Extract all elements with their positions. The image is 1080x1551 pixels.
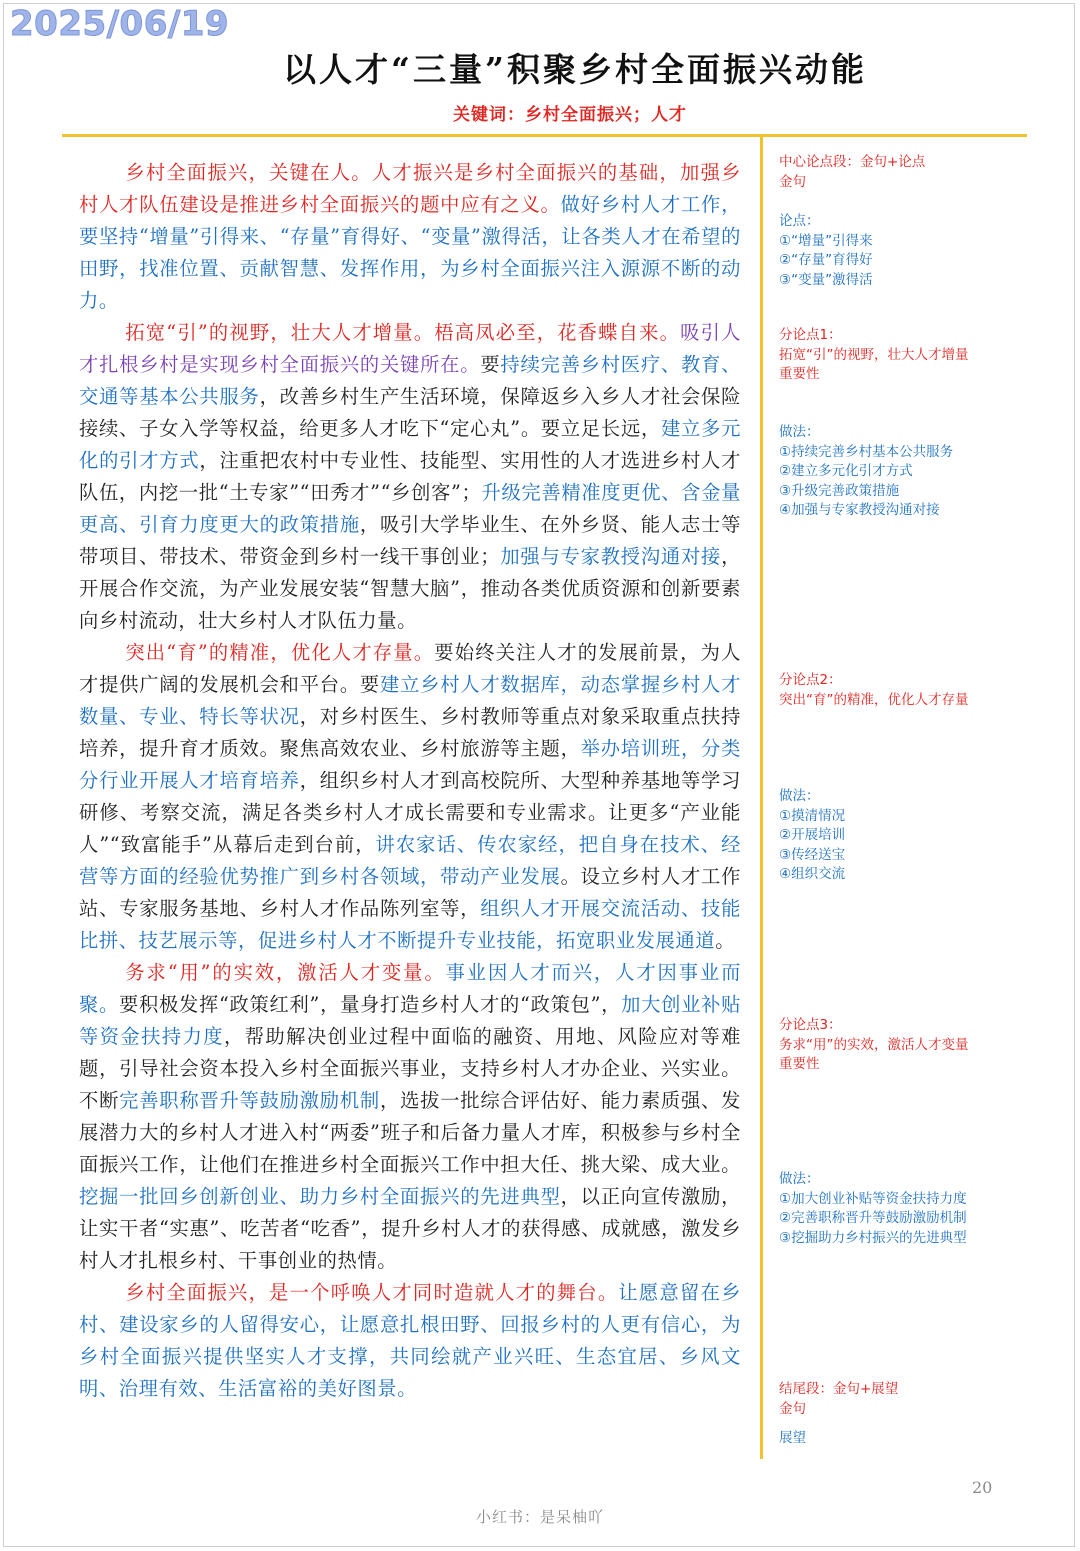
- text-run: 建立多元化的引才方式: [79, 417, 741, 472]
- note-methods2-head: 做法：: [779, 788, 820, 804]
- text-run: ，以正向宣传激励，让实干者“实惠”、吃苦者“吃香”，提升乡村人才的获得感、成就感，激发乡村人才扎根乡村、干事创业的热情。: [79, 1185, 741, 1272]
- note-methods-1: [779, 423, 1069, 521]
- text-run: 要始终关注人才的发展前景，为人才提供广阔的发展机会和平台。要: [79, 641, 741, 696]
- paragraph-utilize: [79, 957, 741, 1277]
- note-argument-item: ②“存量”育得好: [779, 252, 873, 268]
- note-ending-outlook: 展望: [779, 1430, 806, 1446]
- page-number: 20: [972, 1478, 993, 1497]
- text-run: 加强与专家教授沟通对接: [500, 545, 722, 568]
- note-ending-head: 结尾段：金句+展望: [779, 1381, 899, 1397]
- note-arguments: [779, 212, 1069, 290]
- note-ending-sub: 金句: [779, 1400, 806, 1417]
- text-run: 组织人才开展交流活动、技能比拼、技艺展示等，促进乡村人才不断提升专业技能，拓宽职业发展通道: [79, 897, 741, 952]
- note-center-argument: [779, 153, 1069, 192]
- text-run: ，注重把农村中专业性、技能型、实用性的人才选进乡村人才队伍，内挖一批“土专家”“田秀才”“乡创客”；: [79, 449, 741, 504]
- paragraph-attract: [79, 317, 741, 637]
- note-methods3-head: 做法：: [779, 1171, 820, 1187]
- text-run: 事业因人才而兴，人才因事业而聚。: [79, 961, 741, 1016]
- note-sub3-head: 分论点3：: [779, 1017, 842, 1033]
- note-sub-argument-1: [779, 326, 1069, 385]
- text-run: 加大创业补贴等资金扶持力度: [79, 993, 741, 1048]
- text-run: ，选拔一批综合评估好、能力素质强、发展潜力大的乡村人才进入村“两委”班子和后备力量人才库，积极参与乡村全面振兴工作，让他们在推进乡村全面振兴工作中担大任、挑大梁、成大业。: [79, 1089, 741, 1176]
- note-method-item: ②完善职称晋升等鼓励激励机制: [779, 1210, 967, 1226]
- note-center-sub: 金句: [779, 173, 806, 190]
- text-run: ，吸引大学毕业生、在外乡贤、能人志士等带项目、带技术、带资金到乡村一线干事创业；: [79, 513, 741, 568]
- note-sub1-line: 重要性: [779, 366, 820, 382]
- note-ending: [779, 1380, 1069, 1449]
- text-run: 讲农家话、传农家经，把自身在技术、经营等方面的经验优势推广到乡村各领域，带动产业发展: [79, 833, 741, 888]
- paragraph-intro: [79, 157, 741, 317]
- text-run: 让愿意留在乡村、建设家乡的人留得安心，让愿意扎根田野、回报乡村的人更有信心，为乡村全面振兴提供坚实人才支撑，共同绘就产业兴旺、生态宜居、乡风文明、治理有效、生活富裕的美好图景。: [79, 1281, 741, 1400]
- note-center-head: 中心论点段：金句+论点: [779, 154, 926, 170]
- note-method-item: ④组织交流: [779, 866, 846, 882]
- text-run: 务求“用”的实效，激活人才变量。: [125, 961, 446, 984]
- text-run: 建立乡村人才数据库，动态掌握乡村人才数量、专业、特长等状况: [79, 673, 741, 728]
- text-run: ，改善乡村生产生活环境，保障返乡入乡人才社会保险接续、子女入学等权益，给更多人才吃下“定心丸”。要立足长远，: [79, 385, 741, 440]
- text-run: 乡村全面振兴，关键在人。人才振兴是乡村全面振兴的基础，加强乡村人才队伍建设是推进乡村全面振兴的题中应有之义。: [79, 161, 741, 216]
- note-arguments-head: 论点：: [779, 213, 820, 229]
- text-run: 。设立乡村人才工作站、专家服务基地、乡村人才作品陈列室等，: [79, 865, 741, 920]
- note-sub-argument-2: [779, 671, 1069, 710]
- note-method-item: ①加大创业补贴等资金扶持力度: [779, 1190, 967, 1207]
- footer-credit: 小红书：是呆柚吖: [475, 1508, 604, 1526]
- note-method-item: ③传经送宝: [779, 846, 846, 863]
- text-run: 突出“育”的精准，优化人才存量。: [125, 641, 435, 664]
- text-run: ，对乡村医生、乡村教师等重点对象采取重点扶持培养，提升育才质效。聚焦高效农业、乡村旅游等主题，: [79, 705, 741, 760]
- text-run: 完善职称晋升等鼓励激励机制: [119, 1089, 380, 1112]
- text-run: 升级完善精准度更优、含金量更高、引育力度更大的政策措施: [79, 481, 741, 536]
- note-sub1-line: 拓宽“引”的视野，壮大人才增量: [779, 346, 969, 363]
- note-methods1-head: 做法：: [779, 424, 820, 440]
- article-title: 以人才“三量”积聚乡村全面振兴动能: [283, 50, 867, 89]
- note-sub-argument-3: [779, 1016, 1069, 1075]
- text-run: 要: [480, 353, 501, 376]
- header-divider: [62, 134, 1027, 137]
- note-sub3-line: 重要性: [779, 1056, 820, 1072]
- keywords-line: 关键词：乡村全面振兴；人才: [453, 105, 687, 125]
- text-run: 拓宽“引”的视野，壮大人才增量。梧高凤必至，花香蝶自来。: [125, 321, 681, 344]
- text-run: 乡村全面振兴，是一个呼唤人才同时造就人才的舞台。: [125, 1281, 619, 1304]
- text-run: 挖掘一批回乡创新创业、助力乡村全面振兴的先进典型: [79, 1185, 561, 1208]
- note-sub2-head: 分论点2：: [779, 672, 842, 688]
- note-method-item: ①摸清情况: [779, 807, 846, 824]
- note-sub3-line: 务求“用”的实效，激活人才变量: [779, 1036, 969, 1053]
- text-run: 要积极发挥“政策红利”，量身打造乡村人才的“政策包”，: [119, 993, 622, 1016]
- paragraph-conclusion: [79, 1277, 741, 1405]
- text-run: 做好乡村人才工作，要坚持“增量”引得来、“存量”育得好、“变量”激得活，让各类人才在希望的田野，找准位置、贡献智慧、发挥作用，为乡村全面振兴注入源源不断的动力。: [79, 193, 741, 312]
- date-stamp: 2025/06/19: [10, 4, 230, 44]
- column-divider: [760, 137, 763, 1459]
- text-run: ，开展合作交流，为产业发展安装“智慧大脑”，推动各类优质资源和创新要素向乡村流动，壮大乡村人才队伍力量。: [79, 545, 741, 632]
- text-run: 吸引人才扎根乡村是实现乡村全面振兴的关键所在。: [79, 321, 741, 376]
- note-sub1-head: 分论点1：: [779, 327, 842, 343]
- note-method-item: ③挖掘助力乡村振兴的先进典型: [779, 1229, 967, 1246]
- text-run: ，帮助解决创业过程中面临的融资、用地、风险应对等难题，引导社会资本投入乡村全面振兴事业，支持乡村人才办企业、兴实业。不断: [79, 1025, 742, 1112]
- text-run: 。: [715, 929, 736, 952]
- text-run: 举办培训班，分类分行业开展人才培育培养: [79, 737, 741, 792]
- note-argument-item: ①“增量”引得来: [779, 232, 873, 249]
- text-run: ，组织乡村人才到高校院所、大型种养基地等学习研修、考察交流，满足各类乡村人才成长需要和专业需求。让更多“产业能人”“致富能手”从幕后走到台前，: [79, 769, 741, 856]
- note-method-item: ③升级完善政策措施: [779, 482, 900, 499]
- note-sub2-line: 突出“育”的精准，优化人才存量: [779, 691, 969, 708]
- note-method-item: ②建立多元化引才方式: [779, 463, 913, 479]
- text-run: 持续完善乡村医疗、教育、交通等基本公共服务: [79, 353, 742, 408]
- note-methods-2: [779, 787, 1069, 885]
- article-body: [79, 157, 741, 1405]
- note-methods-3: [779, 1170, 1069, 1248]
- note-method-item: ④加强与专家教授沟通对接: [779, 502, 940, 518]
- paragraph-cultivate: [79, 637, 741, 957]
- note-method-item: ②开展培训: [779, 827, 846, 843]
- note-argument-item: ③“变量”激得活: [779, 271, 873, 288]
- note-method-item: ①持续完善乡村基本公共服务: [779, 443, 954, 460]
